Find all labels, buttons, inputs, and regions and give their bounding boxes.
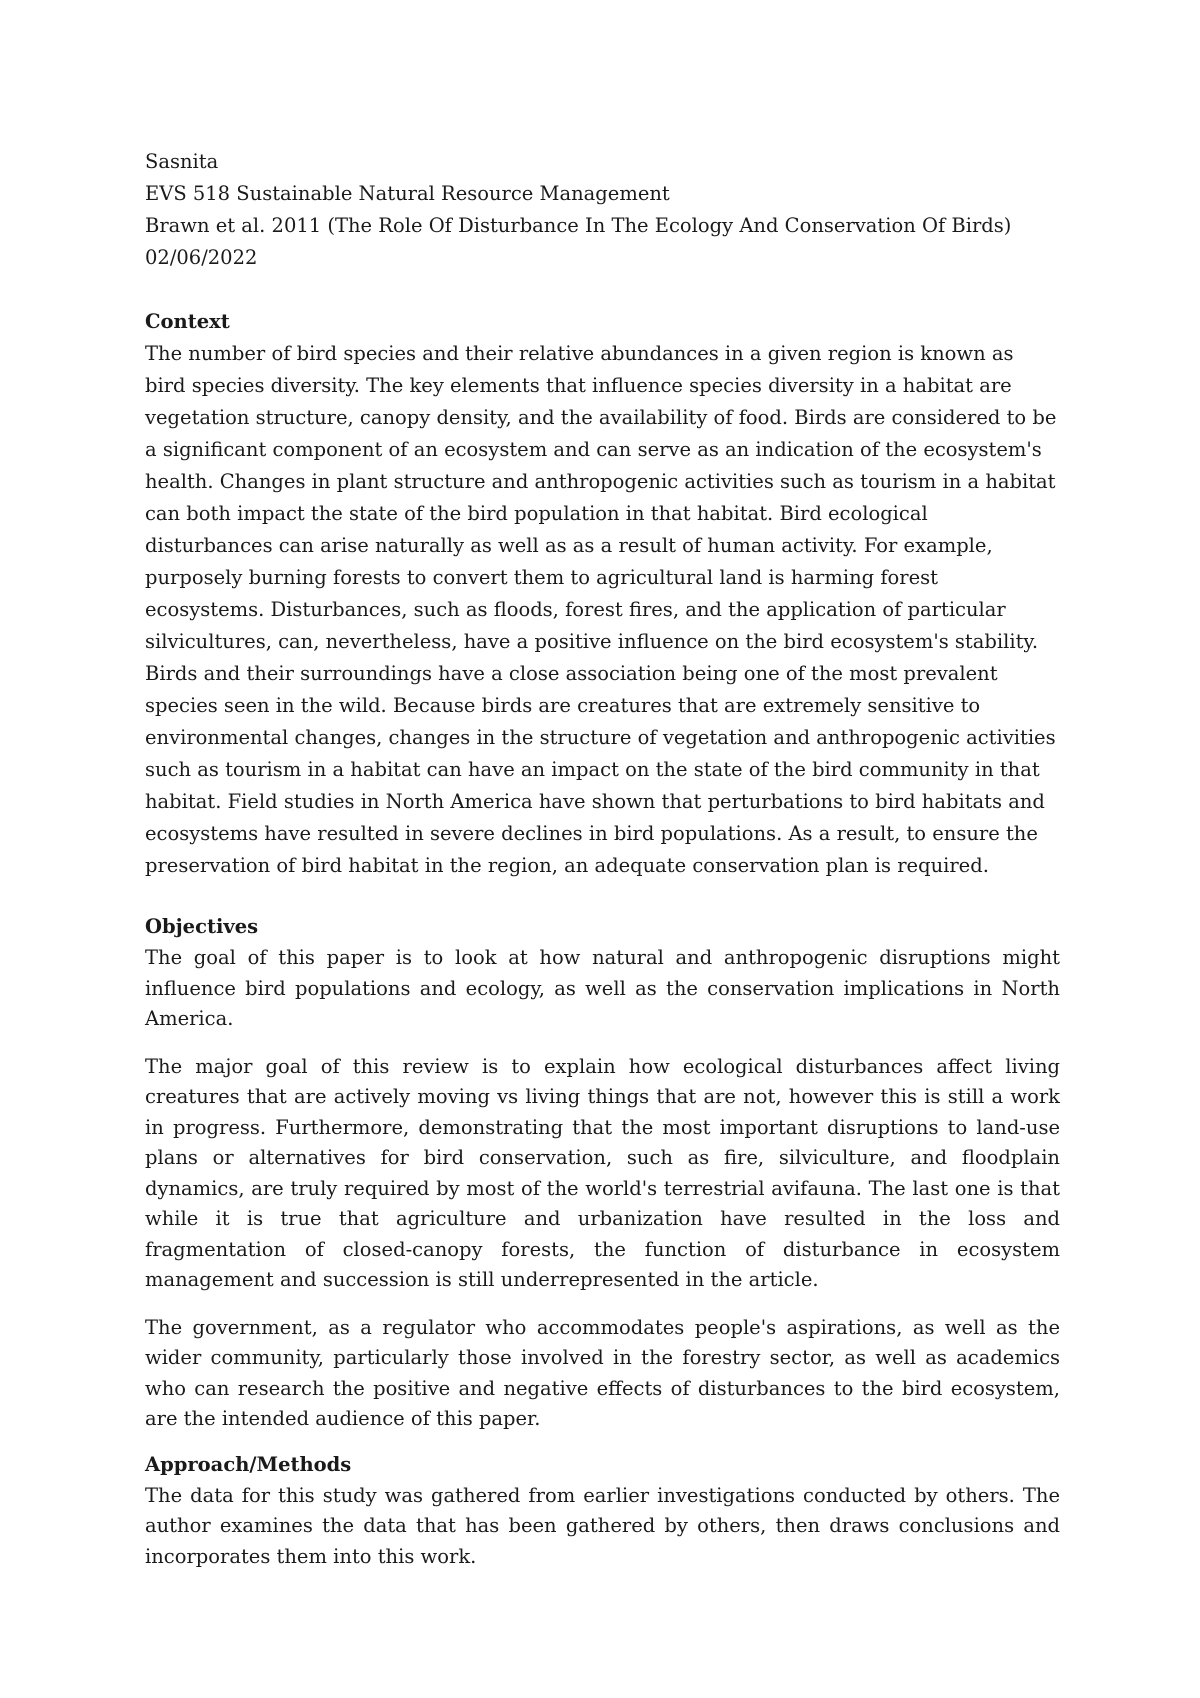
objectives-paragraph-2: The major goal of this review is to explain how ecological disturbances affect living creatures that are actively moving vs living things that are not, however this is still a work in progress. Furthermore, demonstrating that the most important disruptions to land-use plans or alternatives for bird conservation, such as fire, silviculture, and floodplain dynamics, are truly required by most of the world's terrestrial avifauna. The last one is that while it is true that agriculture and urbanization have resulted in the loss and fragmentation of closed-canopy forests, the function of disturbance in ecosystem management and succession is still underrepresented in the article. xyxy=(145,1054,1060,1291)
methods-heading: Approach/Methods xyxy=(145,1452,352,1476)
objectives-paragraph-1: The goal of this paper is to look at how natural and anthropogenic disruptions might influence bird populations and ecology, as well as the conservation implications in North America. xyxy=(145,946,1060,1030)
context-section xyxy=(145,306,1060,882)
document-date: 02/06/2022 xyxy=(145,246,258,269)
course-title: EVS 518 Sustainable Natural Resource Management xyxy=(145,182,670,205)
article-reference: Brawn et al. 2011 (The Role Of Disturbance In The Ecology And Conservation Of Birds) xyxy=(145,214,1012,237)
author-name: Sasnita xyxy=(145,150,219,173)
methods-paragraph: The data for this study was gathered from earlier investigations conducted by others. The author examines the data that has been gathered by others, then draws conclusions and incorporates them into this work. xyxy=(145,1483,1060,1568)
objectives-paragraph-3: The government, as a regulator who accommodates people's aspirations, as well as the wider community, particularly those involved in the forestry sector, as well as academics who can research the positive and negative effects of disturbances to the bird ecosystem, are the intended audience of this paper. xyxy=(145,1315,1060,1430)
document-body xyxy=(145,146,1060,1572)
context-paragraph: The number of bird species and their relative abundances in a given region is known as bird species diversity. The key elements that influence species diversity in a habitat are vegetation structure, canopy density, and the availability of food. Birds are considered to be a significant component of an ecosystem and can serve as an indication of the ecosystem's health. Changes in plant structure and anthropogenic activities such as tourism in a habitat can both impact the state of the bird population in that habitat. Bird ecological disturbances can arise naturally as well as as a result of human activity. For example, purposely burning forests to convert them to agricultural land is harming forest ecosystems. Disturbances, such as floods, forest fires, and the application of particular silvicultures, can, nevertheless, have a positive influence on the bird ecosystem's stability. Birds and their surroundings have a close association being one of the most prevalent species seen in the wild. Because birds are creatures that are extremely sensitive to environmental changes, changes in the structure of vegetation and anthropogenic activities such as tourism in a habitat can have an impact on the state of the bird community in that habitat. Field studies in North America have shown that perturbations to bird habitats and ecosystems have resulted in severe declines in bird populations. As a result, to ensure the preservation of bird habitat in the region, an adequate conservation plan is required. xyxy=(145,342,1057,877)
objectives-section xyxy=(145,911,1060,1435)
context-heading: Context xyxy=(145,310,230,333)
objectives-heading: Objectives xyxy=(145,915,259,938)
document-header xyxy=(145,146,1060,274)
methods-section xyxy=(145,1449,1060,1573)
